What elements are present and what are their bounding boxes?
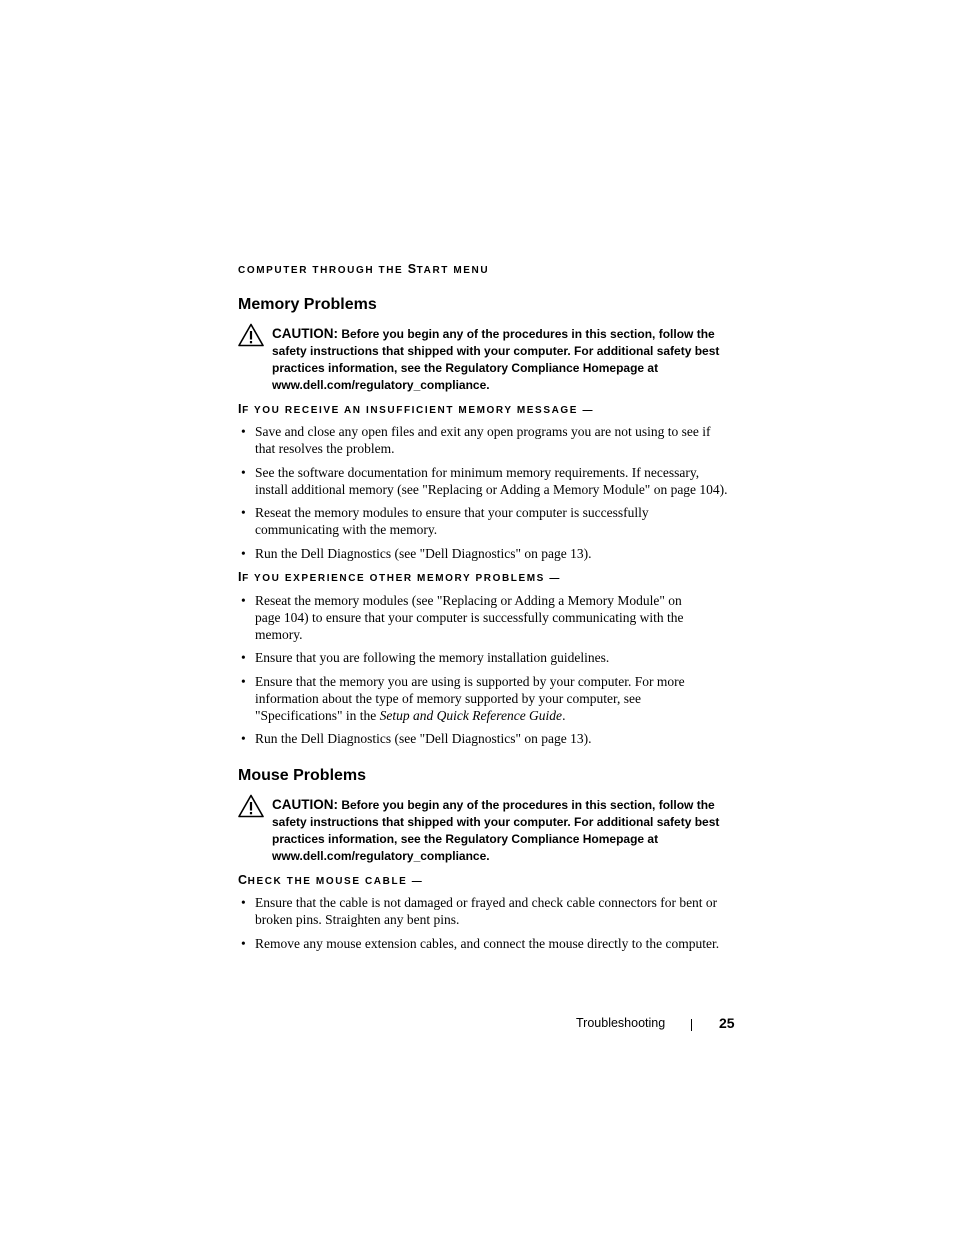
bullet-glyph: • — [241, 936, 246, 951]
bullet-glyph: • — [241, 674, 246, 689]
subheading-rest: F YOU EXPERIENCE OTHER MEMORY PROBLEMS — — [242, 573, 561, 584]
running-head-cap: S — [407, 262, 417, 276]
list-item-line: Run the Dell Diagnostics (see "Dell Diagnostics" on page 13). — [255, 731, 592, 746]
running-head-text-a: COMPUTER THROUGH THE — [238, 265, 408, 276]
page-number: 25 — [719, 1015, 735, 1031]
bullet-glyph: • — [241, 650, 246, 665]
caution-triangle-icon — [238, 794, 264, 818]
list-item-line: Ensure that you are following the memory installation guidelines. — [255, 650, 610, 665]
caution-line: safety instructions that shipped with your computer. For additional safety best — [272, 344, 720, 358]
running-head — [238, 263, 489, 277]
list-item-line: Ensure that the cable is not damaged or frayed and check cable connectors for bent or — [255, 895, 718, 910]
bullet-glyph: • — [241, 546, 246, 561]
memory-problems-heading: Memory Problems — [238, 296, 377, 313]
caution-line: Before you begin any of the procedures in this section, follow the — [338, 798, 715, 812]
list-item-text: . — [562, 708, 566, 723]
list-item-line: Reseat the memory modules to ensure that your computer is successfully — [255, 505, 649, 520]
caution-line: Before you begin any of the procedures in this section, follow the — [338, 327, 715, 341]
caution-line: practices information, see the Regulatory Compliance Homepage at — [272, 832, 659, 846]
subheading-cap: C — [238, 873, 248, 887]
list-item-line: Remove any mouse extension cables, and connect the mouse directly to the computer. — [255, 936, 720, 951]
bullet-glyph: • — [241, 731, 246, 746]
bullet-glyph: • — [241, 505, 246, 520]
list-item-line: communicating with the memory. — [255, 522, 438, 537]
subheading-cap: I — [238, 570, 243, 584]
footer-divider — [691, 1019, 692, 1031]
caution-label: CAUTION: — [272, 797, 338, 812]
mouse-problems-heading: Mouse Problems — [238, 767, 367, 784]
bullet-glyph: • — [241, 465, 246, 480]
list-item-line: memory. — [255, 627, 303, 642]
list-item-line: broken pins. Straighten any bent pins. — [255, 912, 460, 927]
caution-label: CAUTION: — [272, 326, 338, 341]
subheading-cap: I — [238, 402, 243, 416]
insufficient-memory-subheading — [238, 403, 594, 417]
check-mouse-cable-subheading — [238, 874, 423, 888]
mouse-caution-text — [272, 796, 742, 865]
list-item-line: that resolves the problem. — [255, 441, 395, 456]
list-item-line: Ensure that the memory you are using is supported by your computer. For more — [255, 674, 685, 689]
list-item-line: install additional memory (see "Replacing or Adding a Memory Module" on page 104). — [255, 482, 728, 497]
list-item-line: Run the Dell Diagnostics (see "Dell Diagnostics" on page 13). — [255, 546, 592, 561]
list-item-line: Save and close any open files and exit any open programs you are not using to see if — [255, 424, 711, 439]
caution-line: safety instructions that shipped with your computer. For additional safety best — [272, 815, 720, 829]
footer-section-name: Troubleshooting — [576, 1016, 666, 1030]
other-memory-problems-subheading — [238, 571, 561, 585]
guide-title: Setup and Quick Reference Guide — [379, 708, 563, 723]
bullet-glyph: • — [241, 424, 246, 439]
list-item-line: information about the type of memory supported by your computer, see — [255, 691, 641, 706]
caution-triangle-icon — [238, 323, 264, 347]
subheading-rest: HECK THE MOUSE CABLE — — [247, 876, 424, 887]
bullet-glyph: • — [241, 593, 246, 608]
list-item-text: "Specifications" in the — [255, 708, 380, 723]
bullet-glyph: • — [241, 895, 246, 910]
list-item-line: Reseat the memory modules (see "Replacing or Adding a Memory Module" on — [255, 593, 682, 608]
subheading-rest: F YOU RECEIVE AN INSUFFICIENT MEMORY MESSAGE — — [242, 405, 595, 416]
running-head-text-b: TART MENU — [416, 265, 490, 276]
list-item-line: page 104) to ensure that your computer is successfully communicating with the — [255, 610, 684, 625]
list-item-line — [255, 707, 685, 724]
list-item-line: See the software documentation for minimum memory requirements. If necessary, — [255, 465, 700, 480]
caution-line: www.dell.com/regulatory_compliance. — [272, 378, 490, 392]
caution-line: www.dell.com/regulatory_compliance. — [272, 849, 490, 863]
caution-line: practices information, see the Regulatory Compliance Homepage at — [272, 361, 659, 375]
memory-caution-text — [272, 325, 742, 394]
